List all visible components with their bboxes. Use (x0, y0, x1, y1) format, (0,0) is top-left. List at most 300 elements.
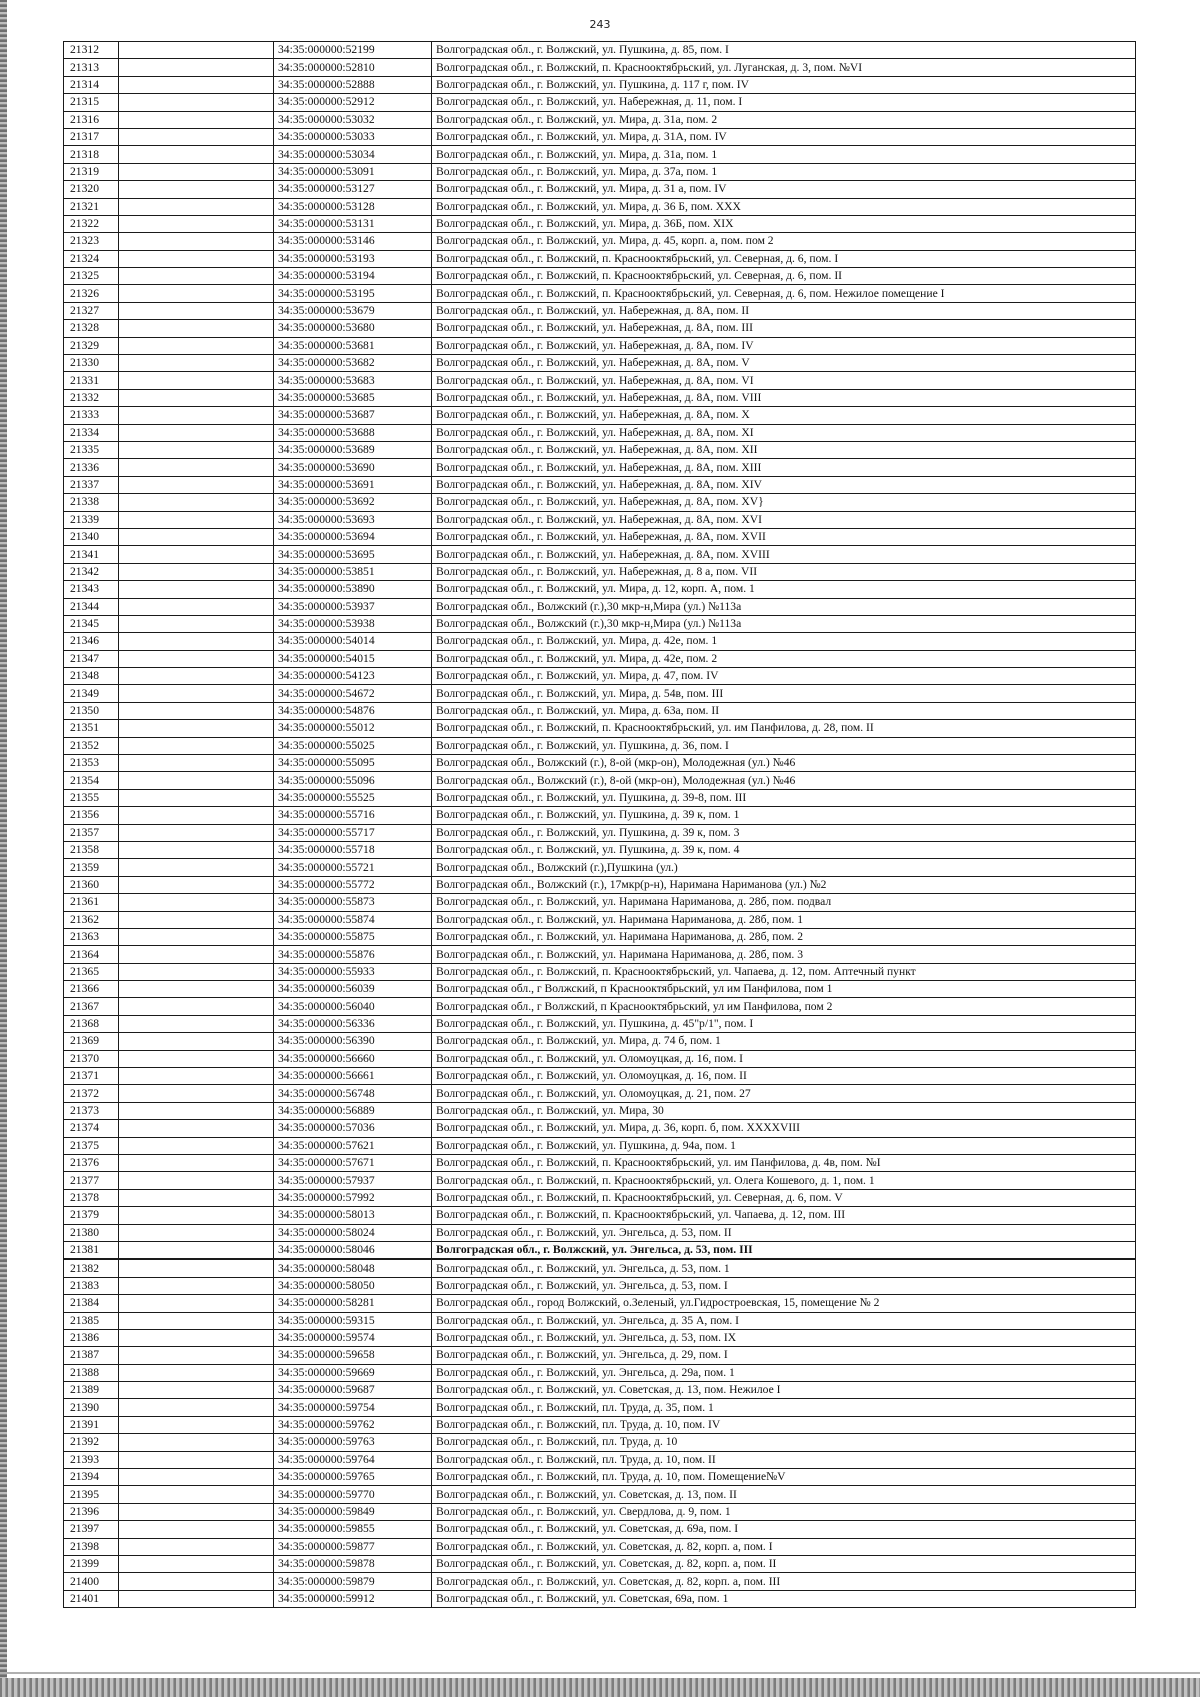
cadastral-number-cell: 34:35:000000:53688 (274, 424, 432, 441)
cadastral-number-cell: 34:35:000000:58048 (274, 1259, 432, 1277)
address-cell: Волгоградская обл., г. Волжский, ул. Советская, д. 82, корп. а, пом. II (432, 1555, 1136, 1572)
row-number-cell: 21320 (64, 181, 119, 198)
table-row (64, 1347, 1136, 1364)
empty-cell (119, 824, 274, 841)
table-row (64, 615, 1136, 632)
table-row (64, 876, 1136, 893)
cadastral-number-cell: 34:35:000000:59855 (274, 1521, 432, 1538)
address-cell: Волгоградская обл., г. Волжский, ул. Пушкина, д. 94а, пом. 1 (432, 1137, 1136, 1154)
cadastral-number-cell: 34:35:000000:53938 (274, 615, 432, 632)
row-number-cell: 21368 (64, 1015, 119, 1032)
row-number-cell: 21323 (64, 233, 119, 250)
empty-cell (119, 737, 274, 754)
table-row (64, 424, 1136, 441)
row-number-cell: 21339 (64, 511, 119, 528)
empty-cell (119, 720, 274, 737)
row-number-cell: 21350 (64, 702, 119, 719)
cadastral-number-cell: 34:35:000000:55876 (274, 946, 432, 963)
address-cell: Волгоградская обл., г. Волжский, ул. Мира, д. 47, пом. IV (432, 668, 1136, 685)
address-cell: Волгоградская обл., г. Волжский, ул. Набережная, д. 8А, пом. VI (432, 372, 1136, 389)
empty-cell (119, 285, 274, 302)
cadastral-number-cell: 34:35:000000:59879 (274, 1573, 432, 1590)
empty-cell (119, 598, 274, 615)
cadastral-number-cell: 34:35:000000:53034 (274, 146, 432, 163)
cadastral-number-cell: 34:35:000000:52888 (274, 76, 432, 93)
cadastral-number-cell: 34:35:000000:56889 (274, 1102, 432, 1119)
cadastral-number-cell: 34:35:000000:57621 (274, 1137, 432, 1154)
table-row (64, 1189, 1136, 1206)
row-number-cell: 21394 (64, 1469, 119, 1486)
row-number-cell: 21348 (64, 668, 119, 685)
empty-cell (119, 1137, 274, 1154)
cadastral-number-cell: 34:35:000000:53194 (274, 268, 432, 285)
scan-edge-left (0, 0, 7, 1697)
address-cell: Волгоградская обл., г. Волжский, п. Краснооктябрьский, ул. Чапаева, д. 12, пом. Аптечный пункт (432, 963, 1136, 980)
cadastral-number-cell: 34:35:000000:53692 (274, 494, 432, 511)
address-cell: Волгоградская обл., г. Волжский, пл. Труда, д. 10 (432, 1434, 1136, 1451)
empty-cell (119, 789, 274, 806)
row-number-cell: 21322 (64, 215, 119, 232)
empty-cell (119, 1503, 274, 1520)
cadastral-number-cell: 34:35:000000:52810 (274, 59, 432, 76)
address-cell: Волгоградская обл., г. Волжский, пл. Труда, д. 10, пом. IV (432, 1416, 1136, 1433)
row-number-cell: 21380 (64, 1224, 119, 1241)
empty-cell (119, 998, 274, 1015)
cadastral-number-cell: 34:35:000000:54014 (274, 633, 432, 650)
cadastral-number-cell: 34:35:000000:53193 (274, 250, 432, 267)
cadastral-number-cell: 34:35:000000:53683 (274, 372, 432, 389)
empty-cell (119, 1521, 274, 1538)
empty-cell (119, 1189, 274, 1206)
address-cell: Волгоградская обл., Волжский (г.), 17мкр(р-н), Наримана Нариманова (ул.) №2 (432, 876, 1136, 893)
address-cell: Волгоградская обл., г. Волжский, пл. Труда, д. 35, пом. 1 (432, 1399, 1136, 1416)
empty-cell (119, 963, 274, 980)
table-row (64, 250, 1136, 267)
empty-cell (119, 76, 274, 93)
address-cell: Волгоградская обл., г. Волжский, ул. Мира, д. 12, корп. А, пом. 1 (432, 581, 1136, 598)
address-cell: Волгоградская обл., г. Волжский, ул. Оломоуцкая, д. 21, пом. 27 (432, 1085, 1136, 1102)
empty-cell (119, 1573, 274, 1590)
empty-cell (119, 633, 274, 650)
cadastral-number-cell: 34:35:000000:54876 (274, 702, 432, 719)
cadastral-number-cell: 34:35:000000:55933 (274, 963, 432, 980)
empty-cell (119, 1347, 274, 1364)
table-row (64, 1277, 1136, 1294)
row-number-cell: 21321 (64, 198, 119, 215)
row-number-cell: 21396 (64, 1503, 119, 1520)
address-cell: Волгоградская обл., г. Волжский, ул. Набережная, д. 8А, пом. XVI (432, 511, 1136, 528)
table-row (64, 1085, 1136, 1102)
address-cell: Волгоградская обл., г. Волжский, ул. Мира, д. 31 а, пом. IV (432, 181, 1136, 198)
row-number-cell: 21367 (64, 998, 119, 1015)
empty-cell (119, 1277, 274, 1294)
empty-cell (119, 407, 274, 424)
cadastral-number-cell: 34:35:000000:53851 (274, 563, 432, 580)
table-row (64, 859, 1136, 876)
empty-cell (119, 1241, 274, 1259)
row-number-cell: 21315 (64, 94, 119, 111)
address-cell: Волгоградская обл., г. Волжский, ул. Набережная, д. 8А, пом. V (432, 355, 1136, 372)
table-row (64, 494, 1136, 511)
row-number-cell: 21366 (64, 981, 119, 998)
row-number-cell: 21344 (64, 598, 119, 615)
cadastral-number-cell: 34:35:000000:57992 (274, 1189, 432, 1206)
address-cell: Волгоградская обл., г. Волжский, ул. Энгельса, д. 35 А, пом. I (432, 1312, 1136, 1329)
address-cell: Волгоградская обл., г. Волжский, ул. Мира, д. 54в, пом. III (432, 685, 1136, 702)
table-row (64, 1295, 1136, 1312)
table-row (64, 1486, 1136, 1503)
address-cell: Волгоградская обл., г. Волжский, ул. Мира, 30 (432, 1102, 1136, 1119)
address-cell: Волгоградская обл., г Волжский, п Краснооктябрьский, ул им Панфилова, пом 1 (432, 981, 1136, 998)
row-number-cell: 21352 (64, 737, 119, 754)
address-cell: Волгоградская обл., г. Волжский, ул. Энгельса, д. 53, пом. I (432, 1277, 1136, 1294)
row-number-cell: 21377 (64, 1172, 119, 1189)
table-row (64, 1102, 1136, 1119)
row-number-cell: 21313 (64, 59, 119, 76)
table-row (64, 1137, 1136, 1154)
cadastral-number-cell: 34:35:000000:55025 (274, 737, 432, 754)
table-row (64, 1207, 1136, 1224)
table-row (64, 963, 1136, 980)
empty-cell (119, 268, 274, 285)
row-number-cell: 21316 (64, 111, 119, 128)
table-row (64, 1555, 1136, 1572)
empty-cell (119, 441, 274, 458)
table-row (64, 1120, 1136, 1137)
row-number-cell: 21375 (64, 1137, 119, 1154)
cadastral-number-cell: 34:35:000000:59658 (274, 1347, 432, 1364)
empty-cell (119, 1538, 274, 1555)
address-cell: Волгоградская обл., г. Волжский, ул. Набережная, д. 8А, пом. II (432, 302, 1136, 319)
table-row (64, 1241, 1136, 1259)
empty-cell (119, 1155, 274, 1172)
table-row (64, 824, 1136, 841)
table-row (64, 268, 1136, 285)
table-row (64, 1590, 1136, 1607)
cadastral-number-cell: 34:35:000000:54672 (274, 685, 432, 702)
cadastral-number-cell: 34:35:000000:54015 (274, 650, 432, 667)
address-cell: Волгоградская обл., Волжский (г.),30 мкр-н,Мира (ул.) №113а (432, 615, 1136, 632)
empty-cell (119, 1259, 274, 1277)
row-number-cell: 21371 (64, 1068, 119, 1085)
cadastral-number-cell: 34:35:000000:55525 (274, 789, 432, 806)
table-row (64, 1434, 1136, 1451)
table-row (64, 1573, 1136, 1590)
address-cell: Волгоградская обл., г. Волжский, ул. Мира, д. 37а, пом. 1 (432, 163, 1136, 180)
table-row (64, 789, 1136, 806)
empty-cell (119, 1015, 274, 1032)
address-cell: Волгоградская обл., г. Волжский, п. Краснооктябрьский, ул. Луганская, д. 3, пом. №VI (432, 59, 1136, 76)
cadastral-number-cell: 34:35:000000:55095 (274, 755, 432, 772)
cadastral-number-cell: 34:35:000000:59574 (274, 1329, 432, 1346)
table-row (64, 476, 1136, 493)
row-number-cell: 21343 (64, 581, 119, 598)
row-number-cell: 21370 (64, 1050, 119, 1067)
scan-edge-bottom-line (0, 1672, 1200, 1674)
row-number-cell: 21393 (64, 1451, 119, 1468)
address-cell: Волгоградская обл., г. Волжский, пл. Труда, д. 10, пом. II (432, 1451, 1136, 1468)
row-number-cell: 21365 (64, 963, 119, 980)
row-number-cell: 21355 (64, 789, 119, 806)
cadastral-number-cell: 34:35:000000:54123 (274, 668, 432, 685)
empty-cell (119, 1102, 274, 1119)
table-row (64, 1382, 1136, 1399)
row-number-cell: 21319 (64, 163, 119, 180)
row-number-cell: 21326 (64, 285, 119, 302)
address-cell: Волгоградская обл., г. Волжский, ул. Мира, д. 31а, пом. 1 (432, 146, 1136, 163)
empty-cell (119, 511, 274, 528)
empty-cell (119, 772, 274, 789)
empty-cell (119, 581, 274, 598)
cadastral-number-cell: 34:35:000000:53033 (274, 128, 432, 145)
cadastral-number-cell: 34:35:000000:53682 (274, 355, 432, 372)
cadastral-number-cell: 34:35:000000:53679 (274, 302, 432, 319)
address-cell: Волгоградская обл., г. Волжский, ул. Мира, д. 36Б, пом. XIX (432, 215, 1136, 232)
empty-cell (119, 911, 274, 928)
table-row (64, 1033, 1136, 1050)
empty-cell (119, 981, 274, 998)
row-number-cell: 21328 (64, 320, 119, 337)
cadastral-number-cell: 34:35:000000:53680 (274, 320, 432, 337)
table-row (64, 42, 1136, 59)
address-cell: Волгоградская обл., г. Волжский, ул. Набережная, д. 8А, пом. IV (432, 337, 1136, 354)
cadastral-number-cell: 34:35:000000:53689 (274, 441, 432, 458)
cadastral-number-cell: 34:35:000000:58024 (274, 1224, 432, 1241)
row-number-cell: 21345 (64, 615, 119, 632)
table-row (64, 928, 1136, 945)
cadastral-number-cell: 34:35:000000:53091 (274, 163, 432, 180)
row-number-cell: 21383 (64, 1277, 119, 1294)
table-row (64, 146, 1136, 163)
row-number-cell: 21381 (64, 1241, 119, 1259)
table-row (64, 302, 1136, 319)
empty-cell (119, 1434, 274, 1451)
empty-cell (119, 1364, 274, 1381)
empty-cell (119, 1172, 274, 1189)
row-number-cell: 21369 (64, 1033, 119, 1050)
row-number-cell: 21363 (64, 928, 119, 945)
address-cell: Волгоградская обл., г. Волжский, ул. Мира, д. 36, корп. б, пом. XXXXVIII (432, 1120, 1136, 1137)
address-cell: Волгоградская обл., г. Волжский, ул. Оломоуцкая, д. 16, пом. I (432, 1050, 1136, 1067)
cadastral-number-cell: 34:35:000000:56748 (274, 1085, 432, 1102)
row-number-cell: 21357 (64, 824, 119, 841)
cadastral-number-cell: 34:35:000000:55012 (274, 720, 432, 737)
table-row (64, 1312, 1136, 1329)
empty-cell (119, 1399, 274, 1416)
row-number-cell: 21330 (64, 355, 119, 372)
empty-cell (119, 859, 274, 876)
table-row (64, 94, 1136, 111)
table-row (64, 668, 1136, 685)
address-cell: Волгоградская обл., г. Волжский, ул. Набережная, д. 8А, пом. III (432, 320, 1136, 337)
table-row (64, 1521, 1136, 1538)
cadastral-number-cell: 34:35:000000:53694 (274, 528, 432, 545)
table-row (64, 163, 1136, 180)
table-row (64, 1259, 1136, 1277)
table-row (64, 181, 1136, 198)
empty-cell (119, 111, 274, 128)
cadastral-number-cell: 34:35:000000:58050 (274, 1277, 432, 1294)
empty-cell (119, 650, 274, 667)
address-cell: Волгоградская обл., г. Волжский, ул. Советская, д. 82, корп. а, пом. I (432, 1538, 1136, 1555)
address-cell: Волгоградская обл., г. Волжский, ул. Набережная, д. 8А, пом. X (432, 407, 1136, 424)
empty-cell (119, 372, 274, 389)
table-row (64, 389, 1136, 406)
row-number-cell: 21358 (64, 841, 119, 858)
row-number-cell: 21399 (64, 1555, 119, 1572)
table-row (64, 563, 1136, 580)
cadastral-number-cell: 34:35:000000:53195 (274, 285, 432, 302)
row-number-cell: 21384 (64, 1295, 119, 1312)
row-number-cell: 21392 (64, 1434, 119, 1451)
address-cell: Волгоградская обл., г. Волжский, ул. Мира, д. 74 б, пом. 1 (432, 1033, 1136, 1050)
address-cell: Волгоградская обл., г. Волжский, ул. Оломоуцкая, д. 16, пом. II (432, 1068, 1136, 1085)
empty-cell (119, 1451, 274, 1468)
table-row (64, 111, 1136, 128)
address-cell: Волгоградская обл., г. Волжский, ул. Мира, д. 31А, пом. IV (432, 128, 1136, 145)
row-number-cell: 21397 (64, 1521, 119, 1538)
cadastral-number-cell: 34:35:000000:59878 (274, 1555, 432, 1572)
empty-cell (119, 163, 274, 180)
row-number-cell: 21356 (64, 807, 119, 824)
table-row (64, 633, 1136, 650)
row-number-cell: 21312 (64, 42, 119, 59)
row-number-cell: 21364 (64, 946, 119, 963)
cadastral-number-cell: 34:35:000000:59764 (274, 1451, 432, 1468)
empty-cell (119, 1555, 274, 1572)
empty-cell (119, 128, 274, 145)
cadastral-number-cell: 34:35:000000:59763 (274, 1434, 432, 1451)
table-row (64, 1015, 1136, 1032)
address-cell: Волгоградская обл., г. Волжский, ул. Мира, д. 31а, пом. 2 (432, 111, 1136, 128)
address-cell: Волгоградская обл., г. Волжский, ул. Пушкина, д. 39 к, пом. 1 (432, 807, 1136, 824)
table-row (64, 981, 1136, 998)
address-cell: Волгоградская обл., г. Волжский, п. Краснооктябрьский, ул. Чапаева, д. 12, пом. III (432, 1207, 1136, 1224)
address-cell: Волгоградская обл., г. Волжский, п. Краснооктябрьский, ул. Северная, д. 6, пом. V (432, 1189, 1136, 1206)
empty-cell (119, 894, 274, 911)
address-cell: Волгоградская обл., г. Волжский, ул. Энгельса, д. 53, пом. III (432, 1241, 1136, 1259)
empty-cell (119, 1120, 274, 1137)
empty-cell (119, 1382, 274, 1399)
address-cell: Волгоградская обл., г. Волжский, ул. Советская, 69а, пом. 1 (432, 1590, 1136, 1607)
address-cell: Волгоградская обл., г. Волжский, ул. Набережная, д. 11, пом. I (432, 94, 1136, 111)
empty-cell (119, 1295, 274, 1312)
address-cell: Волгоградская обл., г. Волжский, ул. Советская, д. 13, пом. II (432, 1486, 1136, 1503)
cadastral-number-cell: 34:35:000000:59912 (274, 1590, 432, 1607)
table-row (64, 685, 1136, 702)
empty-cell (119, 59, 274, 76)
empty-cell (119, 615, 274, 632)
row-number-cell: 21379 (64, 1207, 119, 1224)
table-row (64, 198, 1136, 215)
cadastral-number-cell: 34:35:000000:59877 (274, 1538, 432, 1555)
empty-cell (119, 1312, 274, 1329)
address-cell: Волгоградская обл., г. Волжский, ул. Мира, д. 42е, пом. 1 (432, 633, 1136, 650)
row-number-cell: 21346 (64, 633, 119, 650)
empty-cell (119, 928, 274, 945)
address-cell: Волгоградская обл., город Волжский, о.Зеленый, ул.Гидростроевская, 15, помещение № 2 (432, 1295, 1136, 1312)
empty-cell (119, 1329, 274, 1346)
empty-cell (119, 181, 274, 198)
table-row (64, 998, 1136, 1015)
table-row (64, 755, 1136, 772)
table-row (64, 1364, 1136, 1381)
address-cell: Волгоградская обл., Волжский (г.), 8-ой (мкр-он), Молодежная (ул.) №46 (432, 772, 1136, 789)
table-row (64, 772, 1136, 789)
address-cell: Волгоградская обл., г. Волжский, ул. Набережная, д. 8А, пом. XV} (432, 494, 1136, 511)
row-number-cell: 21353 (64, 755, 119, 772)
table-row (64, 1451, 1136, 1468)
row-number-cell: 21359 (64, 859, 119, 876)
table-row (64, 320, 1136, 337)
table-row (64, 128, 1136, 145)
table-row (64, 581, 1136, 598)
row-number-cell: 21354 (64, 772, 119, 789)
table-row (64, 511, 1136, 528)
address-cell: Волгоградская обл., г. Волжский, ул. Набережная, д. 8А, пом. XII (432, 441, 1136, 458)
empty-cell (119, 702, 274, 719)
table-row (64, 894, 1136, 911)
address-cell: Волгоградская обл., г. Волжский, ул. Пушкина, д. 117 г, пом. IV (432, 76, 1136, 93)
row-number-cell: 21372 (64, 1085, 119, 1102)
empty-cell (119, 946, 274, 963)
cadastral-number-cell: 34:35:000000:56660 (274, 1050, 432, 1067)
row-number-cell: 21329 (64, 337, 119, 354)
row-number-cell: 21401 (64, 1590, 119, 1607)
table-row (64, 1416, 1136, 1433)
row-number-cell: 21340 (64, 528, 119, 545)
address-cell: Волгоградская обл., г. Волжский, ул. Мира, д. 45, корп. а, пом. пом 2 (432, 233, 1136, 250)
row-number-cell: 21332 (64, 389, 119, 406)
row-number-cell: 21335 (64, 441, 119, 458)
row-number-cell: 21376 (64, 1155, 119, 1172)
table-row (64, 737, 1136, 754)
row-number-cell: 21327 (64, 302, 119, 319)
row-number-cell: 21362 (64, 911, 119, 928)
cadastral-number-cell: 34:35:000000:55096 (274, 772, 432, 789)
address-cell: Волгоградская обл., г. Волжский, ул. Советская, д. 69а, пом. I (432, 1521, 1136, 1538)
row-number-cell: 21334 (64, 424, 119, 441)
empty-cell (119, 146, 274, 163)
table-row (64, 1399, 1136, 1416)
address-cell: Волгоградская обл., г. Волжский, ул. Советская, д. 82, корп. а, пом. III (432, 1573, 1136, 1590)
table-row (64, 441, 1136, 458)
row-number-cell: 21347 (64, 650, 119, 667)
table-row (64, 650, 1136, 667)
table-row (64, 528, 1136, 545)
address-cell: Волгоградская обл., г. Волжский, ул. Энгельса, д. 29, пом. I (432, 1347, 1136, 1364)
cadastral-number-cell: 34:35:000000:53695 (274, 546, 432, 563)
cadastral-number-cell: 34:35:000000:53690 (274, 459, 432, 476)
cadastral-number-cell: 34:35:000000:59315 (274, 1312, 432, 1329)
cadastral-number-cell: 34:35:000000:55721 (274, 859, 432, 876)
empty-cell (119, 528, 274, 545)
table-row (64, 59, 1136, 76)
empty-cell (119, 1416, 274, 1433)
cadastral-number-cell: 34:35:000000:53146 (274, 233, 432, 250)
empty-cell (119, 389, 274, 406)
empty-cell (119, 215, 274, 232)
address-cell: Волгоградская обл., г. Волжский, ул. Мира, д. 36 Б, пом. XXX (432, 198, 1136, 215)
empty-cell (119, 563, 274, 580)
row-number-cell: 21373 (64, 1102, 119, 1119)
cadastral-number-cell: 34:35:000000:56039 (274, 981, 432, 998)
address-cell: Волгоградская обл., г. Волжский, ул. Свердлова, д. 9, пом. 1 (432, 1503, 1136, 1520)
address-cell: Волгоградская обл., г. Волжский, п. Краснооктябрьский, ул. Северная, д. 6, пом. II (432, 268, 1136, 285)
address-cell: Волгоградская обл., г. Волжский, ул. Пушкина, д. 39 к, пом. 4 (432, 841, 1136, 858)
table-row (64, 598, 1136, 615)
address-cell: Волгоградская обл., г. Волжский, ул. Наримана Нариманова, д. 28б, пом. 2 (432, 928, 1136, 945)
